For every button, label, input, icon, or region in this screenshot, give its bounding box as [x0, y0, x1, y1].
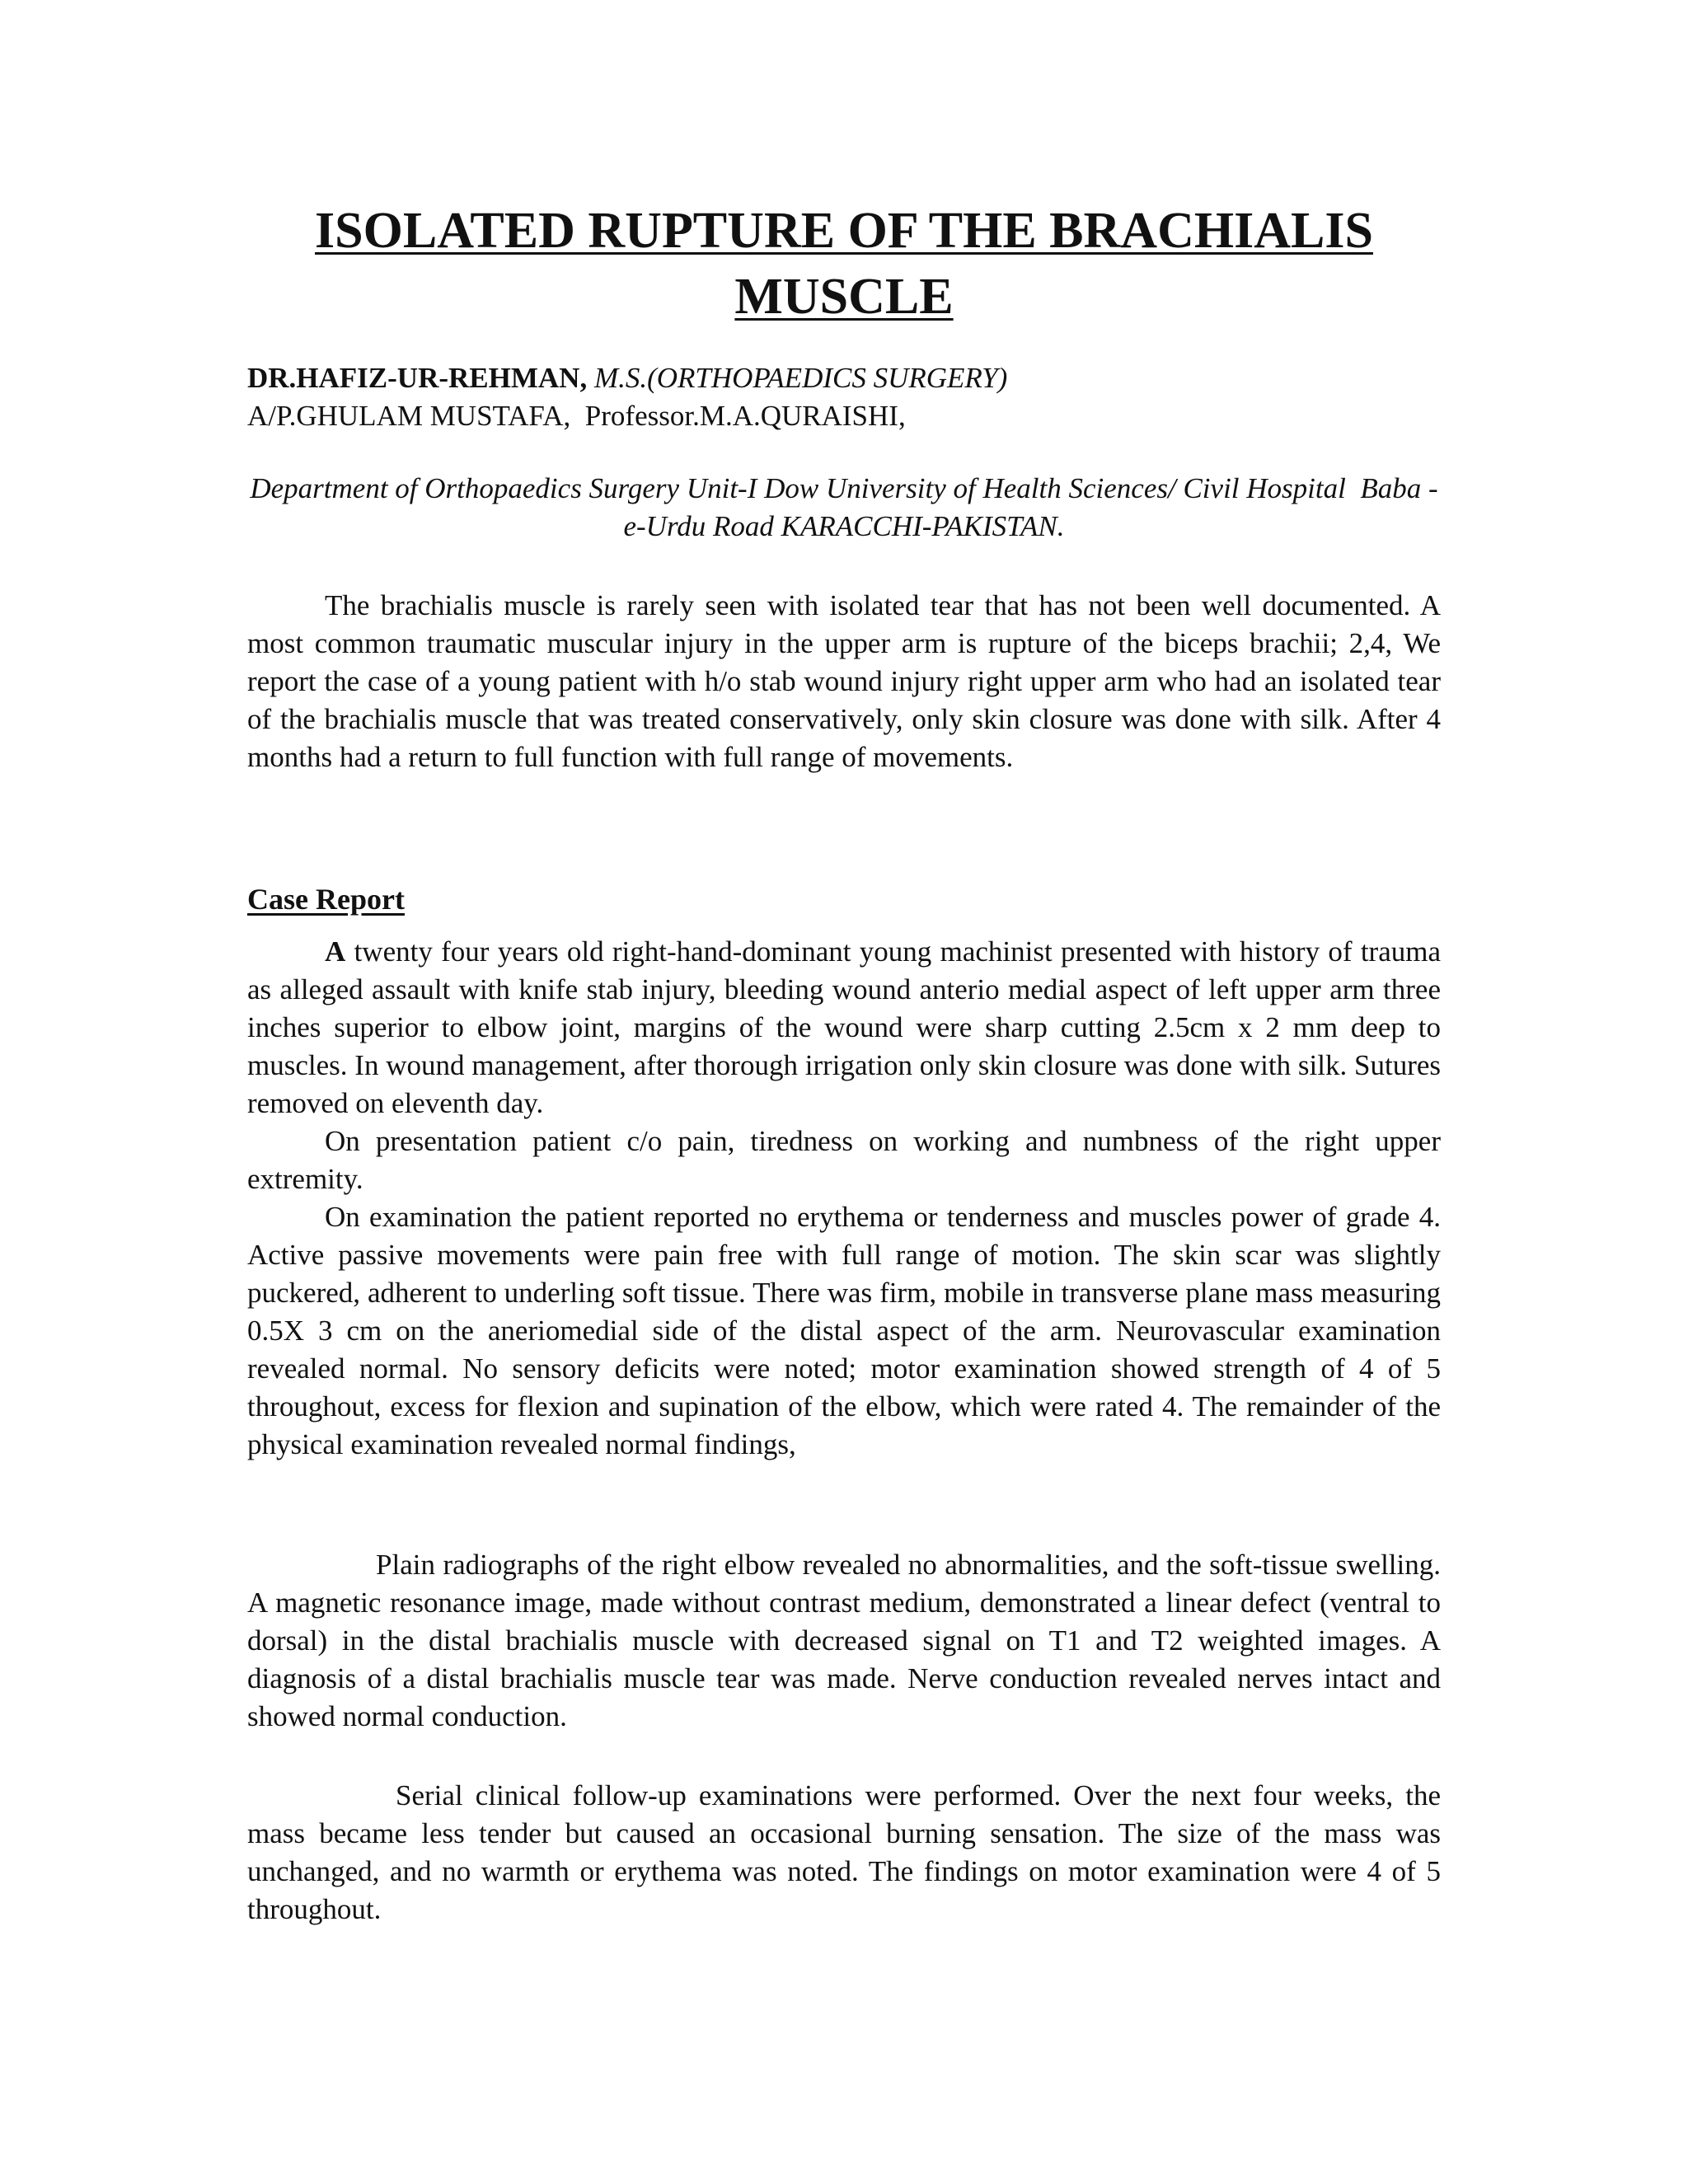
affiliation: Department of Orthopaedics Surgery Unit-I Dow University of Health Sciences/ Civil Hospital Baba -e-Urdu Road KARACCHI-PAKISTAN. — [250, 472, 1438, 542]
lead-author-degree: M.S.(ORTHOPAEDICS SURGERY) — [593, 362, 1008, 394]
case-paragraph-5: Serial clinical follow-up examinations were performed. Over the next four weeks, the mass became less tender but caused an occasional burning sensation. The size of the mass was unchanged, and no warmth or erythema was noted. The findings on motor examination were 4 of 5 throughout. — [247, 1779, 1441, 1925]
case-paragraph-4: Plain radiographs of the right elbow revealed no abnormalities, and the soft-tissue swelling. A magnetic resonance image, made without contrast medium, demonstrated a linear defect (ventral to dorsal) in the distal brachialis muscle with decreased signal on T1 and T2 weighted images. A diagnosis of a distal brachialis muscle tear was made. Nerve conduction revealed nerves intact and showed normal conduction. — [247, 1549, 1441, 1732]
case-paragraph-1-text: twenty four years old right-hand-dominant young machinist presented with history of trauma as alleged assault with knife stab injury, bleeding wound anterio medial aspect of left upper arm three inches superior to elbow joint, margins of the wound were sharp cutting 2.5cm x 2 mm deep to muscles. In wound management, after thorough irrigation only skin closure was done with silk. Sutures removed on eleventh day. — [247, 935, 1441, 1119]
case-paragraph-3: On examination the patient reported no erythema or tenderness and muscles power of grade 4. Active passive movements were pain free with full range of motion. The skin scar was slightly puckered, adherent to underling soft tissue. There was firm, mobile in transverse plane mass measuring 0.5X 3 cm on the aneriomedial side of the distal aspect of the arm. Neurovascular examination revealed normal. No sensory deficits were noted; motor examination showed strength of 4 of 5 throughout, excess for flexion and supination of the elbow, which were rated 4. The remainder of the physical examination revealed normal findings, — [247, 1201, 1441, 1460]
author-line-2: A/P.GHULAM MUSTAFA, Professor.M.A.QURAISHI, — [247, 400, 906, 432]
case-paragraph-1 — [247, 933, 1441, 1122]
author-line-1 — [247, 359, 1441, 397]
abstract-paragraph: The brachialis muscle is rarely seen with isolated tear that has not been well documented. A most common traumatic muscular injury in the upper arm is rupture of the biceps brachii; 2,4, We report the case of a young patient with h/o stab wound injury right upper arm who had an isolated tear of the brachialis muscle that was treated conservatively, only skin closure was done with silk. After 4 months had a return to full function with full range of movements. — [247, 589, 1441, 773]
case-paragraph-1-lead: A — [325, 935, 346, 968]
lead-author-name: DR.HAFIZ-UR-REHMAN, — [247, 362, 588, 394]
case-paragraph-2: On presentation patient c/o pain, tiredness on working and numbness of the right upper extremity. — [247, 1125, 1441, 1195]
paper-title: ISOLATED RUPTURE OF THE BRACHIALIS MUSCLE — [315, 203, 1373, 325]
section-heading-case-report: Case Report — [247, 883, 405, 916]
author-block — [247, 359, 1441, 435]
